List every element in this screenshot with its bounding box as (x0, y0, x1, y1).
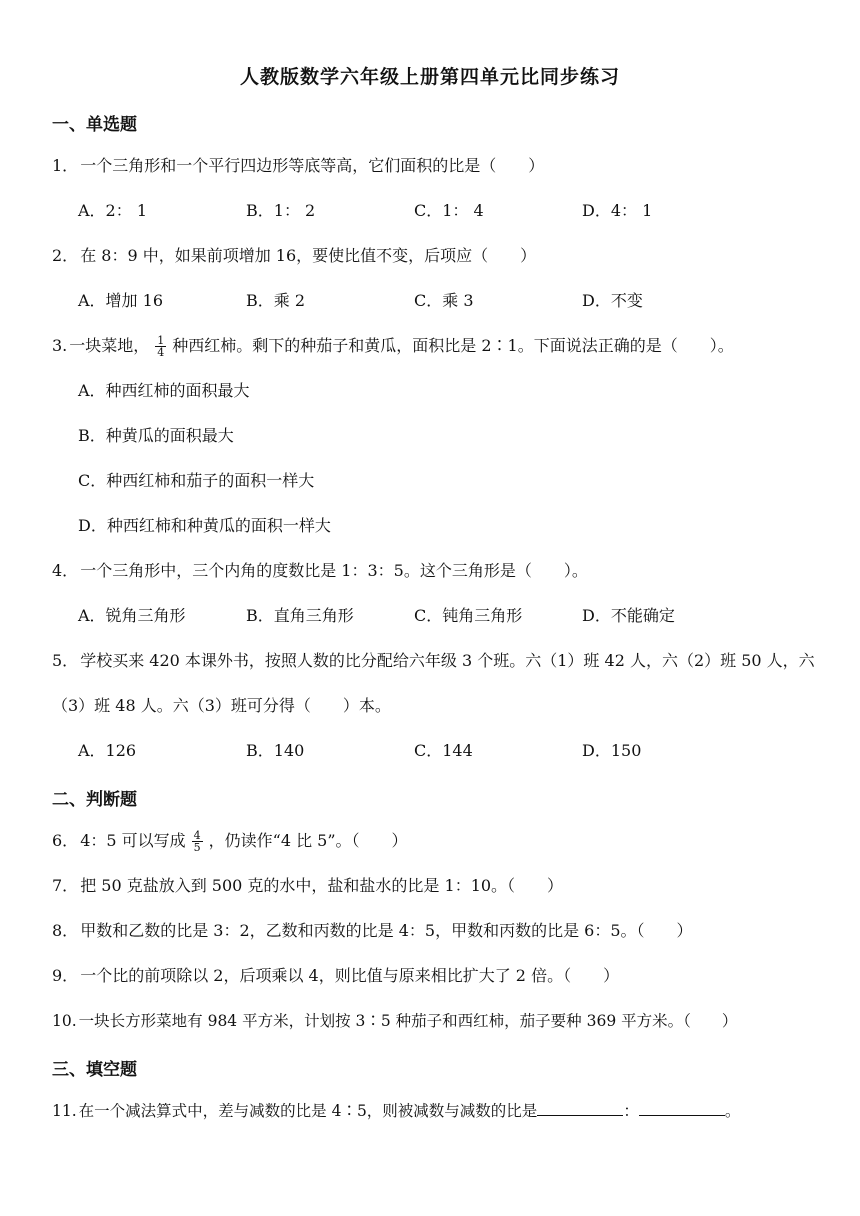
question-4-options (78, 604, 750, 628)
question-number: 10. (52, 1012, 77, 1030)
question-number: 8． (52, 921, 79, 940)
question-2-options (78, 289, 750, 313)
question-4 (52, 559, 820, 583)
section-heading-true-false: 二、判断题 (52, 790, 137, 810)
question-text-pre: 一块菜地， (69, 336, 150, 355)
option-b[interactable]: B．种黄瓜的面积最大 (78, 426, 234, 445)
question-1 (52, 154, 820, 178)
fraction-denominator: 5 (193, 841, 201, 854)
option-c[interactable]: C．钝角三角形 (414, 606, 523, 625)
question-text: 在 8：9 中，如果前项增加 16，要使比值不变，后项应（ ） (80, 246, 537, 265)
page-title: 人教版数学六年级上册第四单元比同步练习 (239, 66, 620, 88)
question-7 (52, 874, 820, 898)
fraction-numerator: 1 (157, 334, 165, 347)
question-11 (52, 1099, 820, 1123)
question-text: 把 50 克盐放入到 500 克的水中，盐和盐水的比是 1：10。（ ） (80, 876, 564, 895)
fraction (192, 830, 203, 853)
question-text-post: 种西红柿。剩下的种茄子和黄瓜，面积比是 2∶1。下面说法正确的是（ ）。 (172, 336, 734, 355)
question-number: 9． (52, 966, 79, 985)
question-text-post: ，仍读作“4 比 5”。（ ） (208, 831, 408, 850)
question-number: 6． (52, 831, 79, 850)
question-10 (52, 1009, 820, 1033)
question-8 (52, 919, 820, 943)
fraction-numerator: 4 (193, 829, 201, 842)
ratio-colon: ： (623, 1102, 639, 1120)
question-number: 3. (52, 336, 68, 355)
option-a[interactable]: A．增加 16 (78, 291, 164, 310)
option-c[interactable]: C．144 (414, 741, 473, 760)
question-text: 一个比的前项除以 2，后项乘以 4，则比值与原来相比扩大了 2 倍。（ ） (80, 966, 620, 985)
option-c[interactable]: C．种西红柿和茄子的面积一样大 (78, 471, 315, 490)
question-1-options (78, 199, 750, 223)
option-c[interactable]: C．1： 4 (414, 201, 484, 220)
fraction-denominator: 4 (157, 346, 165, 359)
option-d[interactable]: D．不变 (582, 291, 643, 310)
question-text: 一个三角形中，三个内角的度数比是 1：3：5。这个三角形是（ ）。 (80, 561, 588, 580)
answer-blank-1[interactable] (537, 1099, 623, 1116)
question-text: 一块长方形菜地有 984 平方米，计划按 3∶5 种茄子和西红柿，茄子要种 369 平方米。（ ） (78, 1012, 738, 1030)
option-d[interactable]: D．4： 1 (582, 201, 653, 220)
section-heading-fill-blank: 三、填空题 (52, 1060, 137, 1080)
answer-blank-2[interactable] (639, 1099, 725, 1116)
question-number: 5． (52, 651, 79, 670)
question-2 (52, 244, 820, 268)
question-text: 甲数和乙数的比是 3：2，乙数和丙数的比是 4：5，甲数和丙数的比是 6：5。（ ） (80, 921, 693, 940)
option-b[interactable]: B．乘 2 (246, 291, 306, 310)
option-d[interactable]: D．150 (582, 741, 642, 760)
option-b[interactable]: B．直角三角形 (246, 606, 354, 625)
question-5-options (78, 739, 750, 763)
option-a[interactable]: A．锐角三角形 (78, 606, 186, 625)
question-number: 11. (52, 1102, 77, 1120)
fraction (155, 335, 166, 358)
option-a[interactable]: A．种西红柿的面积最大 (78, 381, 250, 400)
question-text: 学校买来 420 本课外书，按照人数的比分配给六年级 3 个班。六（1）班 42 人，六（2）班 50 人，六（3）班 48 人。六（3）班可分得（ ）本。 (52, 651, 815, 715)
option-d[interactable]: D．种西红柿和种黄瓜的面积一样大 (78, 516, 331, 535)
question-6 (52, 829, 820, 853)
option-b[interactable]: B．1： 2 (246, 201, 316, 220)
question-9 (52, 964, 820, 988)
question-number: 7． (52, 876, 79, 895)
question-number: 4． (52, 561, 79, 580)
option-a[interactable]: A．126 (78, 741, 137, 760)
question-text: 一个三角形和一个平行四边形等底等高，它们面积的比是（ ） (80, 156, 545, 175)
question-3 (52, 334, 820, 358)
option-d[interactable]: D．不能确定 (582, 606, 675, 625)
option-c[interactable]: C．乘 3 (414, 291, 474, 310)
option-b[interactable]: B．140 (246, 741, 305, 760)
question-5 (52, 638, 822, 728)
question-text-pre: 在一个减法算式中，差与减数的比是 4∶5，则被减数与减数的比是 (78, 1102, 538, 1120)
question-text-pre: 4：5 可以写成 (80, 831, 186, 850)
section-heading-single-choice: 一、单选题 (52, 115, 137, 135)
question-text-post: 。 (724, 1102, 741, 1120)
option-a[interactable]: A．2： 1 (78, 201, 148, 220)
question-number: 1． (52, 156, 79, 175)
question-number: 2． (52, 246, 79, 265)
